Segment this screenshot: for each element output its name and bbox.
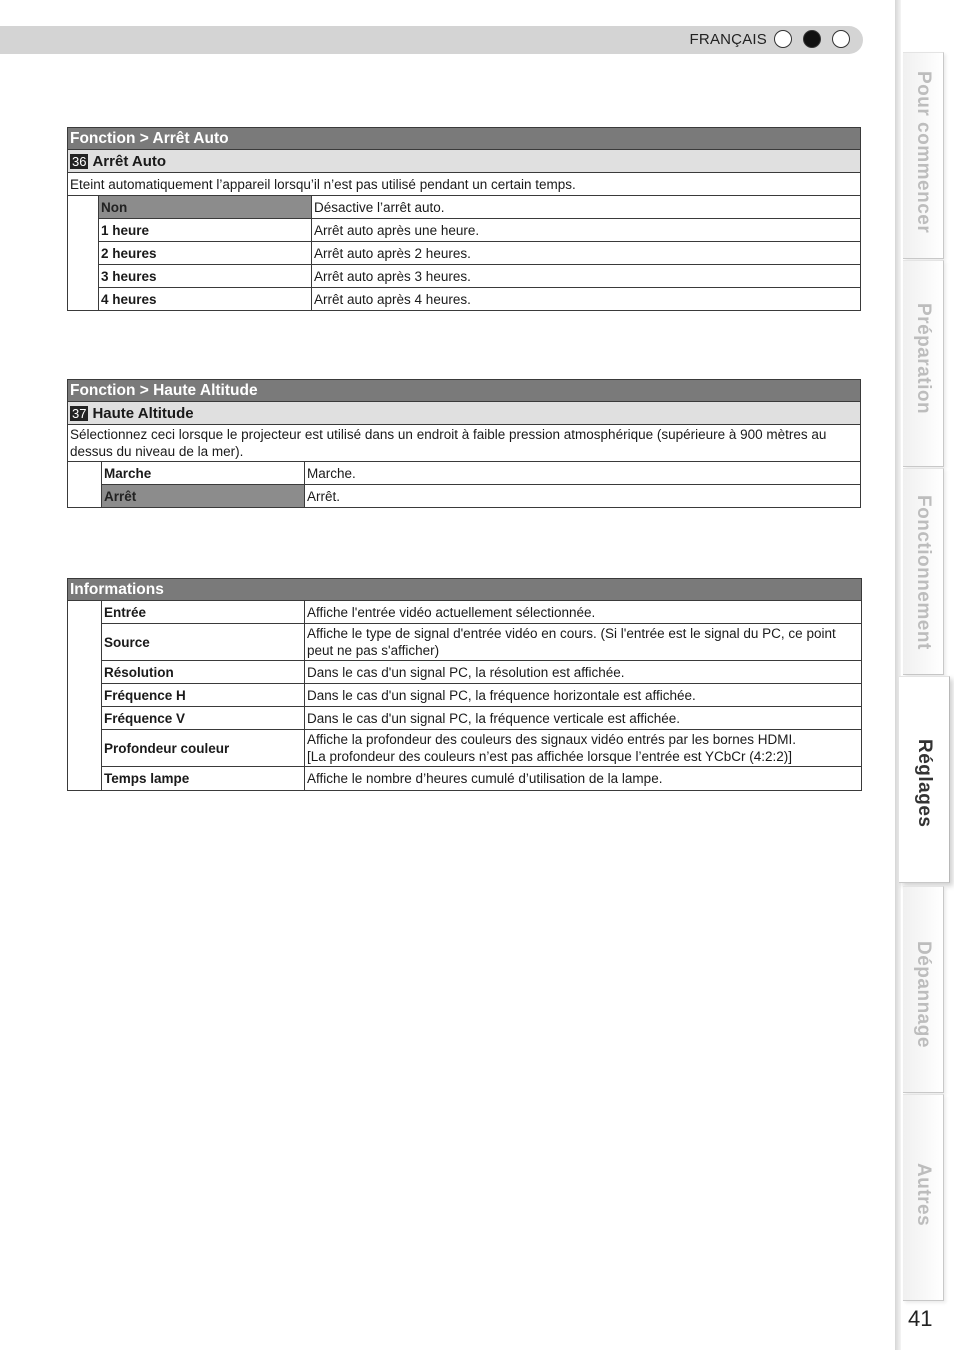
option-text: Arrêt auto après 3 heures. [312,265,861,288]
auto-off-table [67,127,861,311]
option-label: 2 heures [99,242,312,265]
info-text: Dans le cas d'un signal PC, la fréquence verticale est affichée. [305,707,862,730]
info-text [305,730,862,767]
section-title: Fonction > Haute Altitude [68,380,861,402]
option-label: Arrêt [102,485,305,508]
circle-icon [774,30,792,48]
info-text: Affiche le type de signal d'entrée vidéo en cours. (Si l'entrée est le signal du PC, ce point peut ne pas s'afficher) [305,624,862,661]
item-name: Haute Altitude [92,404,194,422]
info-text-line: [La profondeur des couleurs n’est pas affichée lorsque l’entrée est YCbCr (4:2:2)] [307,749,793,764]
option-label: 1 heure [99,219,312,242]
option-label: 3 heures [99,265,312,288]
indent-cell [68,601,102,791]
tab-preparation[interactable] [903,260,944,467]
item-description: Sélectionnez ceci lorsque le projecteur est utilisé dans un endroit à faible pression atmosphérique (supérieure à 900 mètres au dessus du niveau de la mer). [68,425,861,462]
option-text: Arrêt. [305,485,861,508]
item-description: Eteint automatiquement l’appareil lorsqu’il n’est pas utilisé pendant un certain temps. [68,173,861,196]
tab-label: Préparation [913,303,934,415]
option-text: Désactive l’arrêt auto. [312,196,861,219]
info-text: Dans le cas d'un signal PC, la fréquence horizontale est affichée. [305,684,862,707]
info-label: Source [102,624,305,661]
tab-label: Dépannage [913,941,934,1048]
item-heading [68,402,861,425]
item-name: Arrêt Auto [92,152,167,170]
info-label: Temps lampe [102,767,305,791]
filled-circle-icon [803,30,821,48]
indent-cell [68,462,102,508]
option-text: Arrêt auto après 2 heures. [312,242,861,265]
info-label: Entrée [102,601,305,624]
info-text: Dans le cas d'un signal PC, la résolution est affichée. [305,661,862,684]
item-number: 37 [72,405,87,421]
chapter-tabs [895,0,954,1350]
item-heading [68,150,861,173]
info-label: Profondeur couleur [102,730,305,767]
section-title: Informations [68,579,862,601]
option-text: Arrêt auto après 4 heures. [312,288,861,311]
option-text: Marche. [305,462,861,485]
tab-label: Autres [913,1163,934,1227]
tab-autres[interactable] [903,1094,944,1301]
indent-cell [68,196,99,311]
option-text: Arrêt auto après une heure. [312,219,861,242]
section-title: Fonction > Arrêt Auto [68,128,861,150]
info-label: Résolution [102,661,305,684]
tab-depannage[interactable] [903,886,944,1093]
circle-icon [832,30,850,48]
tab-pour-commencer[interactable] [903,52,944,259]
info-text: Affiche l'entrée vidéo actuellement sélectionnée. [305,601,862,624]
option-label: Marche [102,462,305,485]
info-label: Fréquence H [102,684,305,707]
language-label: FRANÇAIS [689,31,767,48]
info-text-line: Affiche la profondeur des couleurs des signaux vidéo entrés par les bornes HDMI. [307,732,797,747]
tab-label: Fonctionnement [913,495,934,650]
tab-label: Réglages [914,739,935,828]
altitude-table [67,379,861,508]
item-number: 36 [72,153,87,169]
option-label: 4 heures [99,288,312,311]
language-bar [0,26,863,54]
informations-table [67,578,862,791]
option-label: Non [99,196,312,219]
info-label: Fréquence V [102,707,305,730]
tab-fonctionnement[interactable] [903,468,944,675]
info-text: Affiche le nombre d’heures cumulé d’utilisation de la lampe. [305,767,862,791]
page-number: 41 [908,1306,933,1331]
tab-label: Pour commencer [913,71,934,234]
tab-reglages[interactable] [899,676,950,883]
